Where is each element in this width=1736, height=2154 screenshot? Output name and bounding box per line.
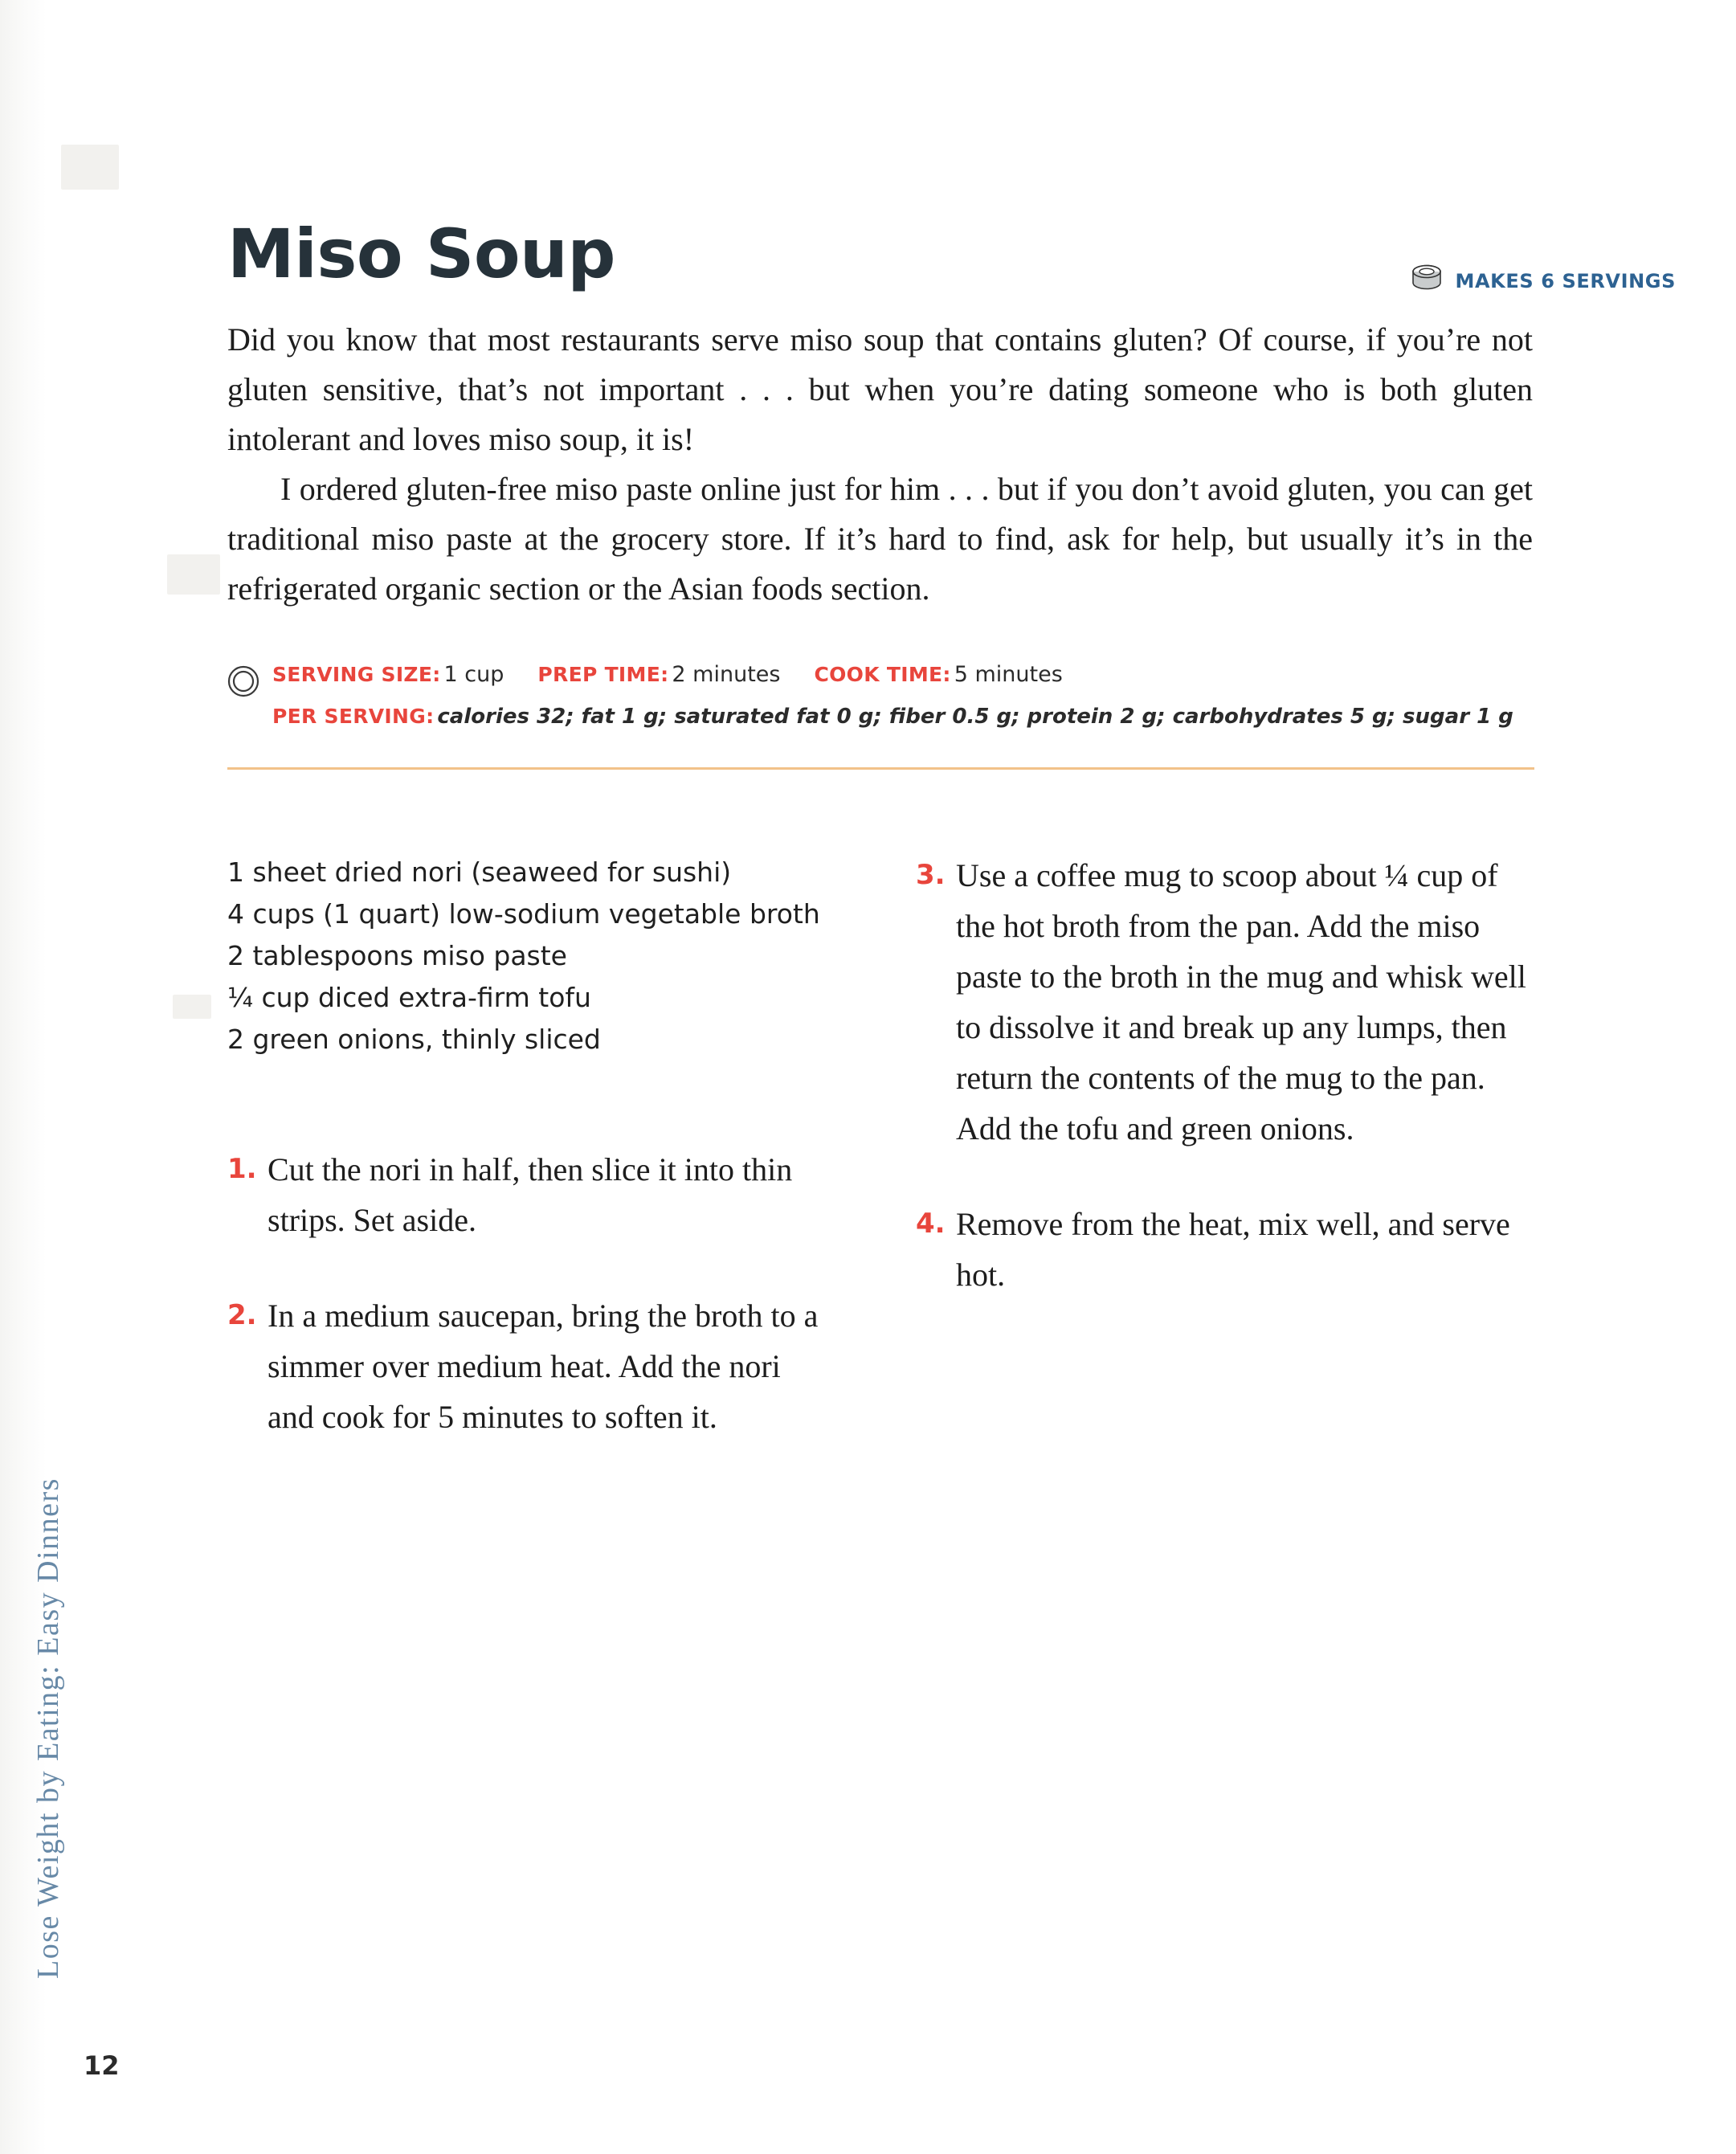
- step-number: 2.: [227, 1299, 257, 1331]
- left-column: [227, 852, 822, 1442]
- recipe-info-block: [227, 659, 1533, 736]
- plate-icon: [227, 665, 259, 701]
- page-title: Miso Soup: [227, 215, 615, 294]
- step-text: Use a coffee mug to scoop about ¼ cup of the hot broth from the pan. Add the miso paste to the broth in the mug and whisk well to dissolve it and break up any lumps, then return the contents of the mug to the pan. Add the tofu and green onions.: [956, 857, 1526, 1146]
- scan-speck: [173, 995, 211, 1019]
- instruction-step: [227, 1144, 822, 1245]
- serving-size-value: 1 cup: [443, 662, 504, 687]
- right-column: [916, 850, 1534, 1300]
- step-number: 4.: [916, 1208, 946, 1240]
- cook-time-value: 5 minutes: [954, 662, 1063, 687]
- nutrition-row: [272, 701, 1533, 736]
- step-text: In a medium saucepan, bring the broth to a simmer over medium heat. Add the nori and cook for 5 minutes to soften it.: [268, 1298, 819, 1435]
- info-lines: [272, 659, 1533, 736]
- list-item: ¼ cup diced extra-firm tofu: [227, 982, 591, 1013]
- bowl-icon: [1409, 263, 1444, 299]
- running-foot: Lose Weight by Eating: Easy Dinners: [31, 1478, 65, 1979]
- servings-badge: [1409, 263, 1676, 299]
- page-number: 12: [84, 2050, 120, 2081]
- step-number: 1.: [227, 1153, 257, 1185]
- step-number: 3.: [916, 859, 946, 891]
- scan-speck: [61, 145, 119, 190]
- per-serving-value: calories 32; fat 1 g; saturated fat 0 g; fiber 0.5 g; protein 2 g; carbohydrates 5 g; sugar 1 g: [437, 705, 1513, 729]
- timing-row: [272, 659, 1533, 694]
- list-item: 1 sheet dried nori (seaweed for sushi): [227, 856, 732, 888]
- list-item: 2 tablespoons miso paste: [227, 940, 567, 971]
- list-item: 2 green onions, thinly sliced: [227, 1024, 601, 1055]
- servings-label: MAKES 6 SERVINGS: [1455, 269, 1676, 292]
- section-divider: [227, 767, 1534, 770]
- prep-time-label: PREP TIME:: [537, 663, 669, 686]
- prep-time-value: 2 minutes: [672, 662, 781, 687]
- instruction-step: [916, 1199, 1534, 1300]
- serving-size-label: SERVING SIZE:: [272, 663, 441, 686]
- instruction-step: [227, 1290, 822, 1442]
- ingredients-list: [227, 852, 822, 1061]
- intro-section: [227, 315, 1533, 614]
- intro-paragraph-1: Did you know that most restaurants serve miso soup that contains gluten? Of course, if you’re not gluten sensitive, that’s not important . . . but when you’re dating someone who is both gluten intolerant and loves miso soup, it is!: [227, 321, 1533, 457]
- cook-time-label: COOK TIME:: [814, 663, 951, 686]
- instructions-left: [227, 1144, 822, 1442]
- list-item: 4 cups (1 quart) low-sodium vegetable broth: [227, 898, 820, 930]
- intro-paragraph-2: I ordered gluten-free miso paste online just for him . . . but if you don’t avoid gluten, you can get traditional miso paste at the grocery store. If it’s hard to find, ask for help, but usually it’s in the refrigerated organic section or the Asian foods section.: [227, 471, 1533, 607]
- step-text: Cut the nori in half, then slice it into thin strips. Set aside.: [268, 1151, 793, 1238]
- instruction-step: [916, 850, 1534, 1154]
- scan-speck: [167, 554, 220, 595]
- step-text: Remove from the heat, mix well, and serve hot.: [956, 1206, 1510, 1293]
- per-serving-label: PER SERVING:: [272, 705, 435, 728]
